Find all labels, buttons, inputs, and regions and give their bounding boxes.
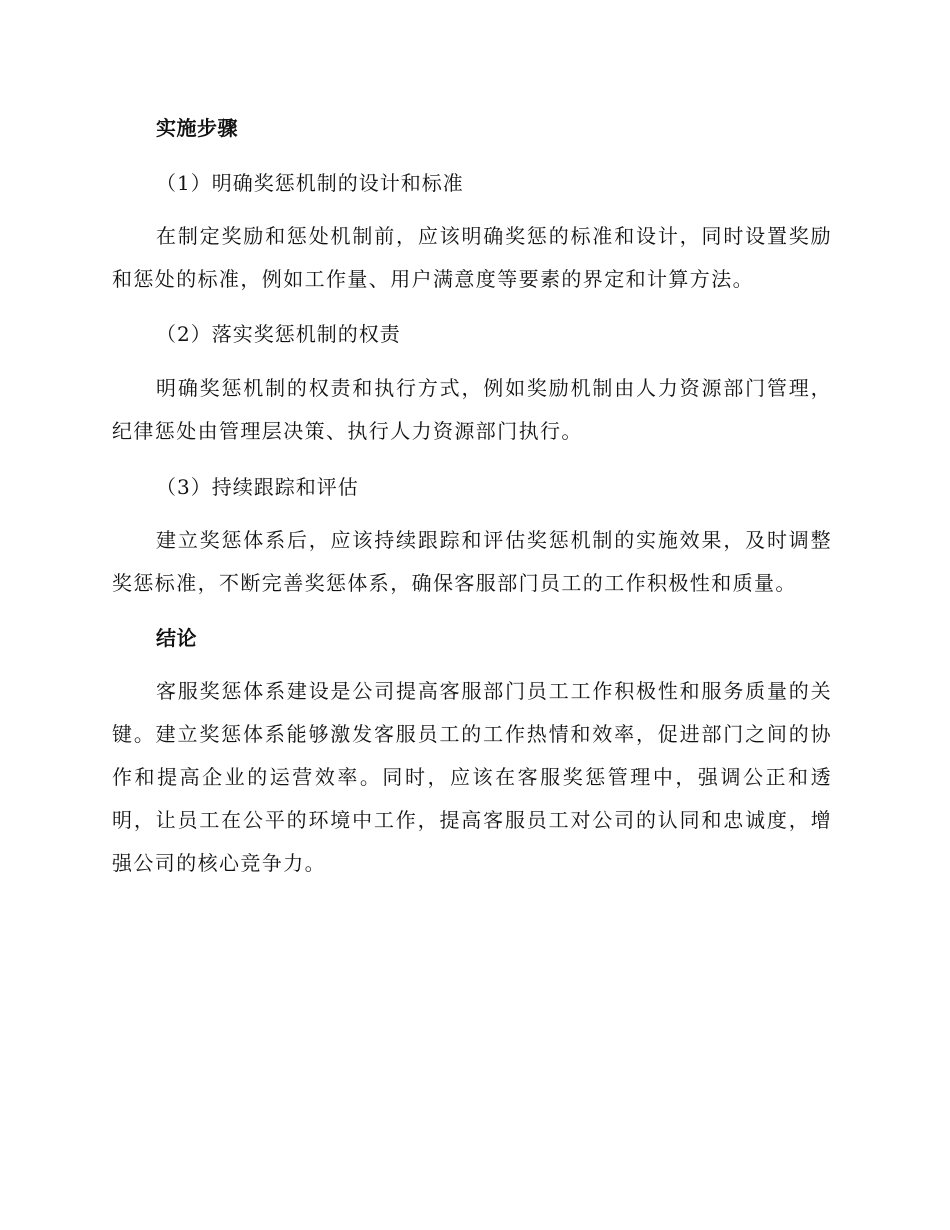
implementation-heading: 实施步骤 xyxy=(156,116,238,140)
step1-title: （1）明确奖惩机制的设计和标准 xyxy=(156,171,464,195)
conclusion-body: 客服奖惩体系建设是公司提高客服部门员工工作积极性和服务质量的关键。建立奖惩体系能够激发客服员工的工作热情和效率，促进部门之间的协作和提高企业的运营效率。同时，应该在客服奖惩管理中，强调公正和透明，让员工在公平的环境中工作，提高客服员工对公司的认同和忠诚度，增强公司的核心竞争力。 xyxy=(112,679,832,875)
step2-title: （2）落实奖惩机制的权责 xyxy=(156,322,401,346)
step2-body: 明确奖惩机制的权责和执行方式，例如奖励机制由人力资源部门管理，纪律惩处由管理层决策、执行人力资源部门执行。 xyxy=(112,376,832,443)
conclusion-heading: 结论 xyxy=(156,626,197,650)
step3-title: （3）持续跟踪和评估 xyxy=(156,475,359,499)
step1-body: 在制定奖励和惩处机制前，应该明确奖惩的标准和设计，同时设置奖励和惩处的标准，例如工作量、用户满意度等要素的界定和计算方法。 xyxy=(112,224,832,291)
step3-body: 建立奖惩体系后，应该持续跟踪和评估奖惩机制的实施效果，及时调整奖惩标准，不断完善奖惩体系，确保客服部门员工的工作积极性和质量。 xyxy=(112,528,832,595)
